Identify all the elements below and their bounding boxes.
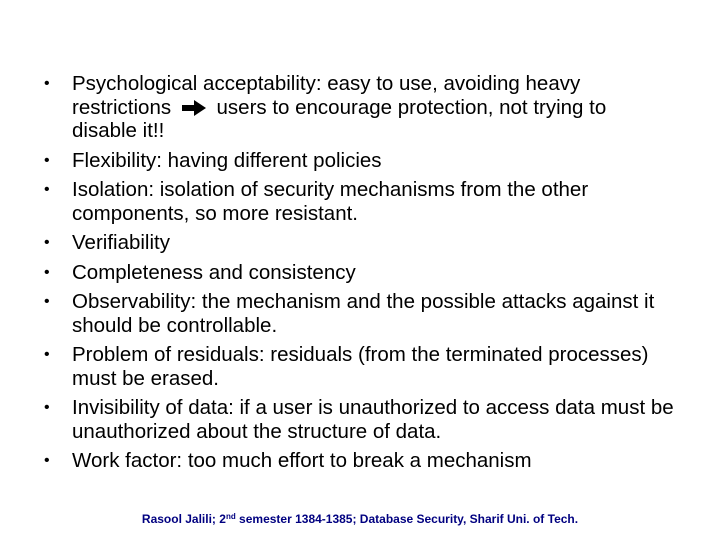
bullet-item-isolation	[44, 178, 674, 225]
bullet-text: Problem of residuals: residuals (from the terminated processes) must be erased.	[72, 343, 649, 390]
footer-course: semester 1384-1385; Database Security, Sharif Uni. of Tech.	[235, 512, 579, 526]
bullet-text: Psychological acceptability: easy to use, avoiding heavy restrictions	[72, 72, 581, 119]
slide-footer	[0, 512, 720, 526]
footer-ordinal-suffix: nd	[225, 512, 236, 521]
bullet-item-verifiability	[44, 231, 674, 255]
bullet-item-completeness	[44, 261, 674, 285]
bullet-item-work-factor	[44, 449, 674, 473]
bullet-dot: •	[44, 151, 50, 169]
bullet-text: Isolation: isolation of security mechanisms from the other components, so more resistant.	[72, 178, 589, 225]
bullet-text: Work factor: too much effort to break a mechanism	[72, 449, 532, 472]
bullet-text: Invisibility of data: if a user is unauthorized to access data must be unauthorized about the structure of data.	[72, 396, 674, 443]
bullet-text: users to encourage protection, not trying to disable it!!	[72, 95, 607, 142]
bullet-dot: •	[44, 452, 50, 469]
bullet-item-invisibility	[44, 396, 674, 443]
footer-author: Rasool Jalili; 2	[141, 512, 226, 526]
bullet-list	[44, 72, 674, 473]
bullet-dot: •	[44, 181, 50, 198]
bullet-item-residuals	[44, 343, 674, 390]
bullet-text: Completeness and consistency	[72, 260, 356, 284]
right-arrow-icon	[181, 99, 207, 117]
bullet-dot: •	[44, 75, 50, 92]
bullet-dot: •	[44, 234, 50, 251]
bullet-dot: •	[44, 293, 50, 310]
bullet-dot: •	[44, 263, 50, 281]
bullet-item-psychological-acceptability	[44, 72, 674, 143]
bullet-item-observability	[44, 290, 674, 337]
bullet-text: Observability: the mechanism and the possible attacks against it should be controllable.	[72, 290, 655, 337]
bullet-dot: •	[44, 399, 50, 416]
bullet-text: Flexibility: having different policies	[72, 148, 382, 172]
bullet-item-flexibility	[44, 149, 674, 173]
bullet-text: Verifiability	[72, 231, 170, 254]
bullet-dot: •	[44, 346, 50, 363]
